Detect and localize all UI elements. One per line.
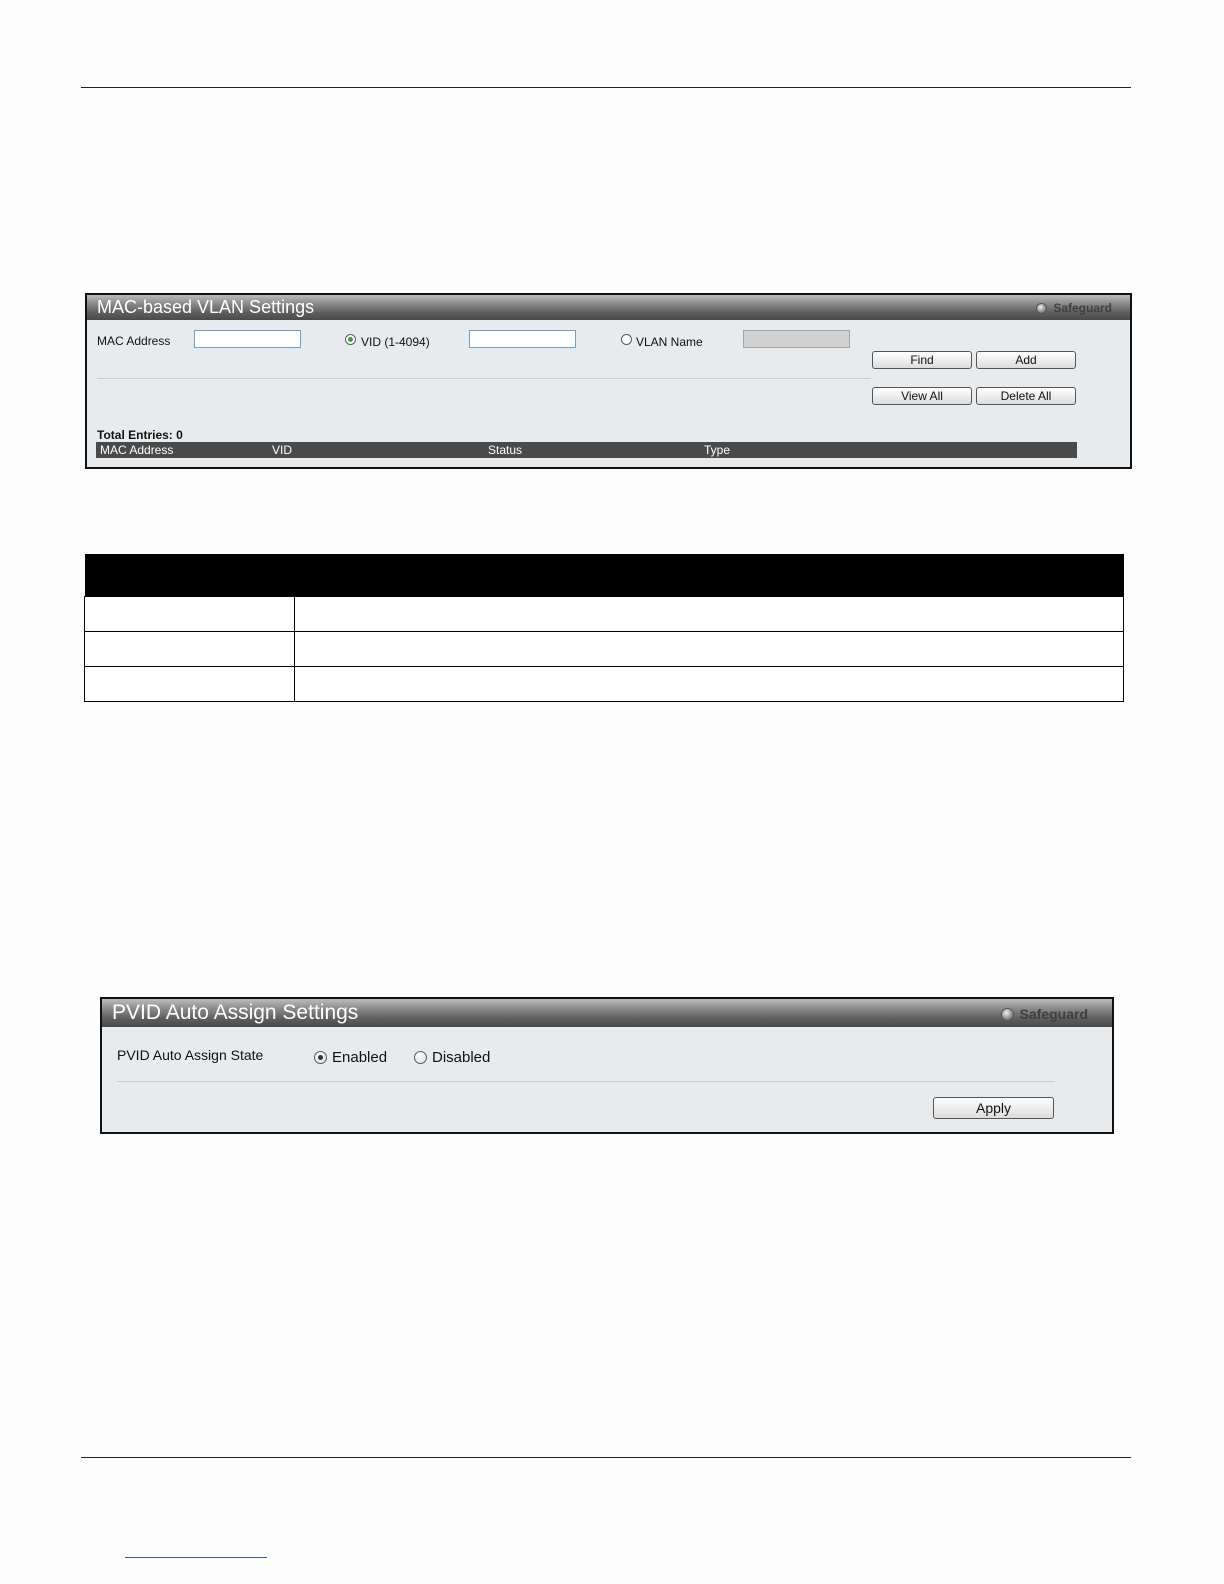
column-header-mac-address: MAC Address (100, 443, 174, 457)
pvid-state-label: PVID Auto Assign State (117, 1047, 264, 1063)
table-cell (85, 597, 295, 632)
table-cell (85, 667, 295, 702)
table-header-cell (85, 554, 295, 597)
vlan-name-radio[interactable] (621, 334, 632, 345)
parameter-description-table (84, 554, 1124, 702)
find-button[interactable]: Find (872, 351, 972, 369)
pvid-separator (117, 1081, 1055, 1082)
apply-button[interactable]: Apply (933, 1097, 1054, 1119)
table-header-cell (295, 554, 1124, 597)
delete-all-button[interactable]: Delete All (976, 387, 1076, 405)
vid-radio[interactable] (345, 334, 356, 345)
column-header-type: Type (704, 443, 731, 457)
disabled-radio[interactable] (414, 1051, 427, 1064)
add-button[interactable]: Add (976, 351, 1076, 369)
mac-address-input[interactable] (194, 330, 301, 348)
footer-link-underline[interactable] (125, 1557, 267, 1558)
view-all-button[interactable]: View All (872, 387, 972, 405)
safeguard-label: Safeguard (1053, 301, 1112, 315)
total-entries-label: Total Entries: 0 (97, 428, 183, 442)
pvid-titlebar (102, 999, 1112, 1027)
column-header-vid: VID (272, 443, 293, 457)
table-cell (295, 597, 1124, 632)
table-row (85, 667, 1124, 702)
footer-rule (81, 1457, 1131, 1458)
mac-vlan-title: MAC-based VLAN Settings (97, 297, 315, 317)
vid-input[interactable] (469, 330, 576, 348)
table-cell (295, 667, 1124, 702)
table-row (85, 632, 1124, 667)
mac-address-label: MAC Address (97, 334, 171, 348)
disabled-label: Disabled (432, 1049, 491, 1066)
pvid-title: PVID Auto Assign Settings (112, 1001, 359, 1024)
enabled-radio[interactable] (314, 1051, 327, 1064)
entries-table-header (96, 442, 1077, 458)
table-cell (295, 632, 1124, 667)
pvid-auto-assign-panel (100, 997, 1114, 1134)
vlan-name-label: VLAN Name (636, 335, 703, 349)
safeguard-label: Safeguard (1019, 1006, 1088, 1022)
header-rule (81, 87, 1131, 88)
safeguard-indicator[interactable] (1036, 301, 1112, 315)
vid-label: VID (1-4094) (361, 335, 430, 349)
safeguard-icon (1036, 303, 1047, 314)
mac-vlan-separator (97, 378, 871, 379)
column-header-status: Status (488, 443, 523, 457)
mac-vlan-titlebar (87, 295, 1130, 320)
mac-vlan-settings-panel (85, 293, 1132, 469)
table-row (85, 597, 1124, 632)
enabled-label: Enabled (332, 1049, 388, 1066)
safeguard-indicator[interactable] (1001, 1006, 1088, 1022)
safeguard-icon (1001, 1008, 1014, 1021)
vlan-name-input[interactable] (743, 330, 850, 348)
table-header-row (85, 554, 1124, 597)
table-cell (85, 632, 295, 667)
